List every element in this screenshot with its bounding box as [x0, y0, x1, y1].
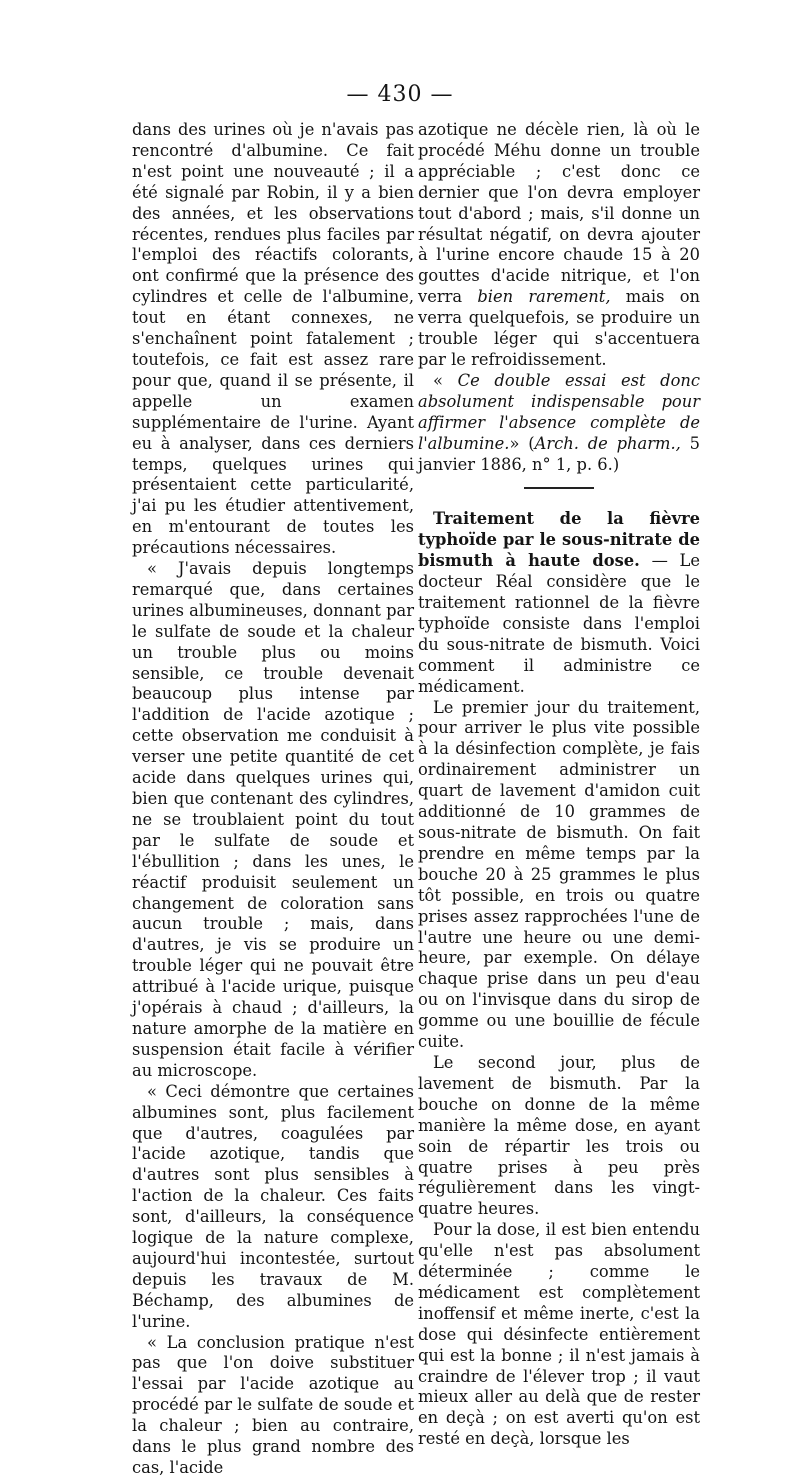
emphasis: bien rarement, — [477, 287, 611, 307]
text: azotique ne décèle rien, là où le procédé Méhu donne un trouble appréciable ; c'est donc ce dernier que l'on devra employer tout d'abord ; mais, s'il donne un résultat négatif, on devra ajouter à l'urine encore chaude 15 à 20 gouttes d'acide nitrique, et l'on verra — [418, 120, 700, 307]
quote-mark: « — [433, 370, 443, 390]
source-details: 5 janvier 1886, n° 1, p. 6.) — [418, 433, 700, 474]
citation-paragraph — [418, 371, 700, 476]
paragraph: Le second jour, plus de lavement de bismuth. Par la bouche on donne de la même manière la même dose, en ayant soin de répartir les trois ou quatre prises à peu près régulièrement dans les vingt-quatre heures. — [418, 1052, 700, 1219]
paragraph: « Ceci démontre que certaines albumines sont, plus facilement que d'autres, coagulées par l'acide azotique, tandis que d'autres sont plus sensibles à l'action de la chaleur. Ces faits sont, d'ailleurs, la conséquence logique de la nature complexe, aujourd'hui incontestée, surtout depuis les travaux de M. Béchamp, des albumines de l'urine. — [132, 1081, 414, 1331]
text: — Le docteur Réal considère que le traitement rationnel de la fièvre typhoïde consiste dans l'emploi du sous-nitrate de bismuth. Voici comment il administre ce médicament. — [418, 551, 700, 696]
paragraph: « J'avais depuis longtemps remarqué que, dans certaines urines albumineuses, donnant par le sulfate de soude et la chaleur un trouble plus ou moins sensible, ce trouble devenait beaucoup plus intense par l'addition de l'acide azotique ; cette observation me conduisit à verser une petite quantité de cet acide dans quelques urines qui, bien que contenant des cylindres, ne se troublaient point du tout par le sulfate de soude et l'ébullition ; dans les unes, le réactif produisit seulement un changement de coloration sans aucun trouble ; mais, dans d'autres, je vis se produire un trouble léger qui ne pouvait être attribué à l'acide urique, puisque j'opérais à chaud ; d'ailleurs, la nature amorphe de la matière en suspension était facile à vérifier au microscope. — [132, 559, 414, 1080]
quote-text: Ce double essai est donc absolument indispensable pour affirmer l'absence complète de l'albumine. — [418, 370, 700, 453]
text: mais on verra quelquefois, se produire un trouble léger qui s'accentuera par le refroidissement. — [418, 287, 700, 369]
paragraph: « La conclusion pratique n'est pas que l'on doive substituer l'essai par l'acide azotique au procédé par le sulfate de soude et la chaleur ; bien au contraire, dans le plus grand nombre des cas, l'acide — [132, 1332, 414, 1477]
section-heading: Traitement de la fièvre typhoïde par le sous-nitrate de bismuth à haute dose. — [418, 509, 700, 571]
paragraph: Le premier jour du traitement, pour arriver le plus vite possible à la désinfection complète, je fais ordinairement administrer un quart de lavement d'amidon cuit additionné de 10 grammes de sous-nitrate de bismuth. On fait prendre en même temps par la bouche 20 à 25 grammes le plus tôt possible, en trois ou quatre prises assez rapprochées l'une de l'autre une heure ou une demi-heure, par exemple. On délaye chaque prise dans un peu d'eau ou on l'invisque dans du sirop de gomme ou une bouillie de fécule cuite. — [418, 697, 700, 1052]
paragraph: Pour la dose, il est bien entendu qu'elle n'est pas absolument déterminée ; comme le médicament est complètement inoffensif et même inerte, c'est la dose qui désinfecte entièrement qui est la bonne ; il n'est jamais à craindre de l'élever trop ; il vaut mieux aller au delà que de rester en deçà ; on est averti qu'on est resté en deçà, lorsque les — [418, 1220, 700, 1449]
source-title: Arch. de pharm., — [534, 433, 681, 453]
page-number: — 430 — — [346, 82, 454, 107]
section-divider — [524, 487, 594, 489]
paragraph — [418, 120, 700, 371]
quote-close: » ( — [509, 433, 535, 453]
right-column — [418, 120, 700, 1450]
paragraph: dans des urines où je n'avais pas rencontré d'albumine. Ce fait n'est point une nouveauté ; il a été signalé par Robin, il y a bien des années, et les observations récentes, rendues plus faciles par l'emploi des réactifs colorants, ont confirmé que la présence des cylindres et celle de l'albumine, tout en étant connexes, ne s'enchaînent point fatalement ; toutefois, ce fait est assez rare pour que, quand il se présente, il appelle un examen supplémentaire de l'urine. Ayant eu à analyser, dans ces derniers temps, quelques urines qui présentaient cette particularité, j'ai pu les étudier attentivement, en m'entourant de toutes les précautions nécessaires. — [132, 120, 414, 558]
section-paragraph — [418, 509, 700, 697]
left-column — [132, 120, 414, 1479]
